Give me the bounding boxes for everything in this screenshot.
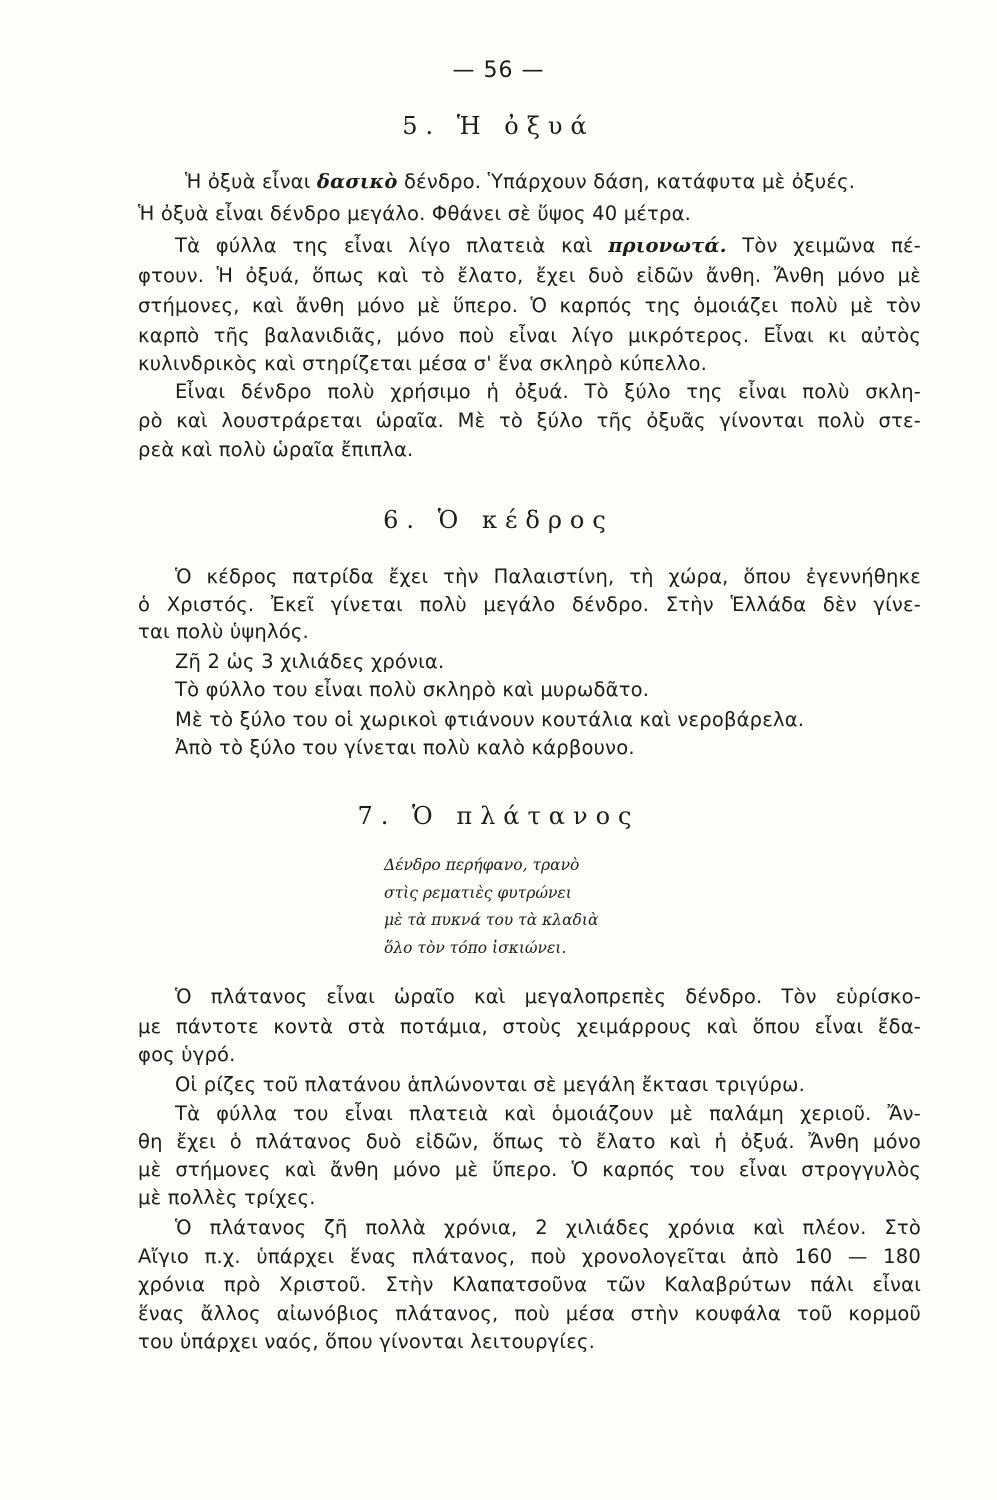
paragraph-line: Μὲ τὸ ξύλο του οἱ χωρικοὶ φτιάνουν κουτάλια καὶ νεροβάρελα. bbox=[175, 708, 805, 731]
paragraph-line: με πάντοτε κοντὰ στὰ ποτάμια, στοὺς χειμάρρους καὶ ὅπου εἶναι ἔδα- bbox=[138, 1015, 921, 1038]
paragraph-line: Εἶναι δένδρο πολὺ χρήσιμο ἡ ὀξυά. Τὸ ξύλο της εἶναι πολὺ σκλη- bbox=[175, 380, 921, 403]
paragraph-line: Ὁ πλάτανος εἶναι ὡραῖο καὶ μεγαλοπρεπὲς δένδρο. Τὸν εὑρίσκο- bbox=[175, 985, 921, 1008]
paragraph-line: Οἱ ρίζες τοῦ πλατάνου ἁπλώνονται σὲ μεγάλη ἔκτασι τριγύρω. bbox=[175, 1073, 806, 1096]
poem-line: ὅλο τὸν τόπο ἰσκιώνει. bbox=[384, 939, 567, 957]
paragraph-line: Τὰ φύλλα του εἶναι πλατειὰ καὶ ὁμοιάζουν μὲ παλάμη χεριοῦ. Ἄν- bbox=[175, 1102, 921, 1125]
paragraph-line: φτουν. Ἡ ὀξυά, ὅπως καὶ τὸ ἔλατο, ἔχει δυὸ εἰδῶν ἄνθη. Ἄνθη μόνο μὲ bbox=[138, 264, 921, 287]
paragraph-line: ὁ Χριστός. Ἐκεῖ γίνεται πολὺ μεγάλο δένδρο. Στὴν Ἑλλάδα δὲν γίνε- bbox=[138, 593, 921, 616]
paragraph-line: Ζῆ 2 ὡς 3 χιλιάδες χρόνια. bbox=[175, 650, 445, 673]
paragraph-line: ρὸ καὶ λουστράρεται ὡραῖα. Μὲ τὸ ξύλο τῆς ὀξυᾶς γίνονται πολὺ στε- bbox=[138, 409, 921, 432]
paragraph-line: Ὁ πλάτανος ζῆ πολλὰ χρόνια, 2 χιλιάδες χρόνια καὶ πλέον. Στὸ bbox=[175, 1216, 921, 1239]
poem-line: μὲ τὰ πυκνά του τὰ κλαδιὰ bbox=[384, 911, 599, 929]
paragraph-line: Ἀπὸ τὸ ξύλο του γίνεται πολὺ καλὸ κάρβουνο. bbox=[175, 736, 635, 759]
poem-line: Δένδρο περήφανο, τρανὸ bbox=[384, 856, 580, 874]
paragraph-line: κυλινδρικὸς καὶ στηρίζεται μέσα σ' ἕνα σκληρὸ κύπελλο. bbox=[138, 352, 707, 375]
paragraph-line: ται πολὺ ὑψηλός. bbox=[138, 620, 309, 643]
paragraph-line: Τὸ φύλλο του εἶναι πολὺ σκληρὸ καὶ μυρωδᾶτο. bbox=[175, 678, 650, 701]
paragraph-line: μὲ πολλὲς τρίχες. bbox=[138, 1186, 316, 1209]
paragraph-line: Ἡ ὀξυὰ εἶναι δασικὸ δένδρο. Ὑπάρχουν δάση, κατάφυτα μὲ ὀξυές. bbox=[185, 170, 856, 193]
paragraph-line: Ὁ κέδρος πατρίδα ἔχει τὴν Παλαιστίνη, τὴ χώρα, ὅπου ἐγεννήθηκε bbox=[175, 565, 921, 588]
emphasized-word: πριονωτά. bbox=[608, 234, 727, 257]
paragraph-line: θη ἔχει ὁ πλάτανος δυὸ εἰδῶν, ὅπως τὸ ἔλατο καὶ ἡ ὀξυά. Ἄνθη μόνο bbox=[138, 1130, 921, 1153]
emphasized-word: δασικὸ bbox=[316, 170, 398, 193]
paragraph-line: στήμονες, καὶ ἄνθη μόνο μὲ ὕπερο. Ὁ καρπός της ὁμοιάζει πολὺ μὲ τὸν bbox=[138, 294, 921, 317]
paragraph-line: ἕνας ἄλλος αἰωνόβιος πλάτανος, ποὺ μέσα στὴν κουφάλα τοῦ κορμοῦ bbox=[138, 1302, 921, 1325]
paragraph-line: του ὑπάρχει ναός, ὅπου γίνονται λειτουργίες. bbox=[138, 1330, 595, 1353]
paragraph-line: ρεὰ καὶ πολὺ ὡραῖα ἔπιπλα. bbox=[138, 438, 414, 461]
paragraph-line: καρπὸ τῆς βαλανιδιᾶς, μόνο ποὺ εἶναι λίγο μικρότερος. Εἶναι κι αὐτὸς bbox=[138, 324, 921, 347]
paragraph-line: Ἡ ὀξυὰ εἶναι δένδρο μεγάλο. Φθάνει σὲ ὕψος 40 μέτρα. bbox=[138, 202, 692, 225]
paragraph-line: Τὰ φύλλα της εἶναι λίγο πλατειὰ καὶ πριονωτά. Τὸν χειμῶνα πέ- bbox=[175, 234, 921, 257]
paragraph-line: χρόνια πρὸ Χριστοῦ. Στὴν Κλαπατσοῦνα τῶν Καλαβρύτων πάλι εἶναι bbox=[138, 1273, 921, 1296]
paragraph-line: μὲ στήμονες καὶ ἄνθη μόνο μὲ ὕπερο. Ὁ καρπός του εἶναι στρογγυλὸς bbox=[138, 1158, 921, 1181]
paragraph-line: Αἴγιο π.χ. ὑπάρχει ἕνας πλάτανος, ποὺ χρονολογεῖται ἀπὸ 160 — 180 bbox=[138, 1245, 921, 1268]
paragraph-line: φος ὑγρό. bbox=[138, 1043, 236, 1066]
section-heading-oxya: 5. Ἡ ὀξυά bbox=[402, 112, 595, 140]
section-heading-kedros: 6. Ὁ κέδρος bbox=[383, 506, 614, 534]
poem-line: στὶς ρεματιὲς φυτρώνει bbox=[384, 884, 572, 902]
section-heading-platanos: 7. Ὁ πλάτανος bbox=[357, 802, 640, 830]
page-number: — 56 — bbox=[452, 58, 545, 83]
